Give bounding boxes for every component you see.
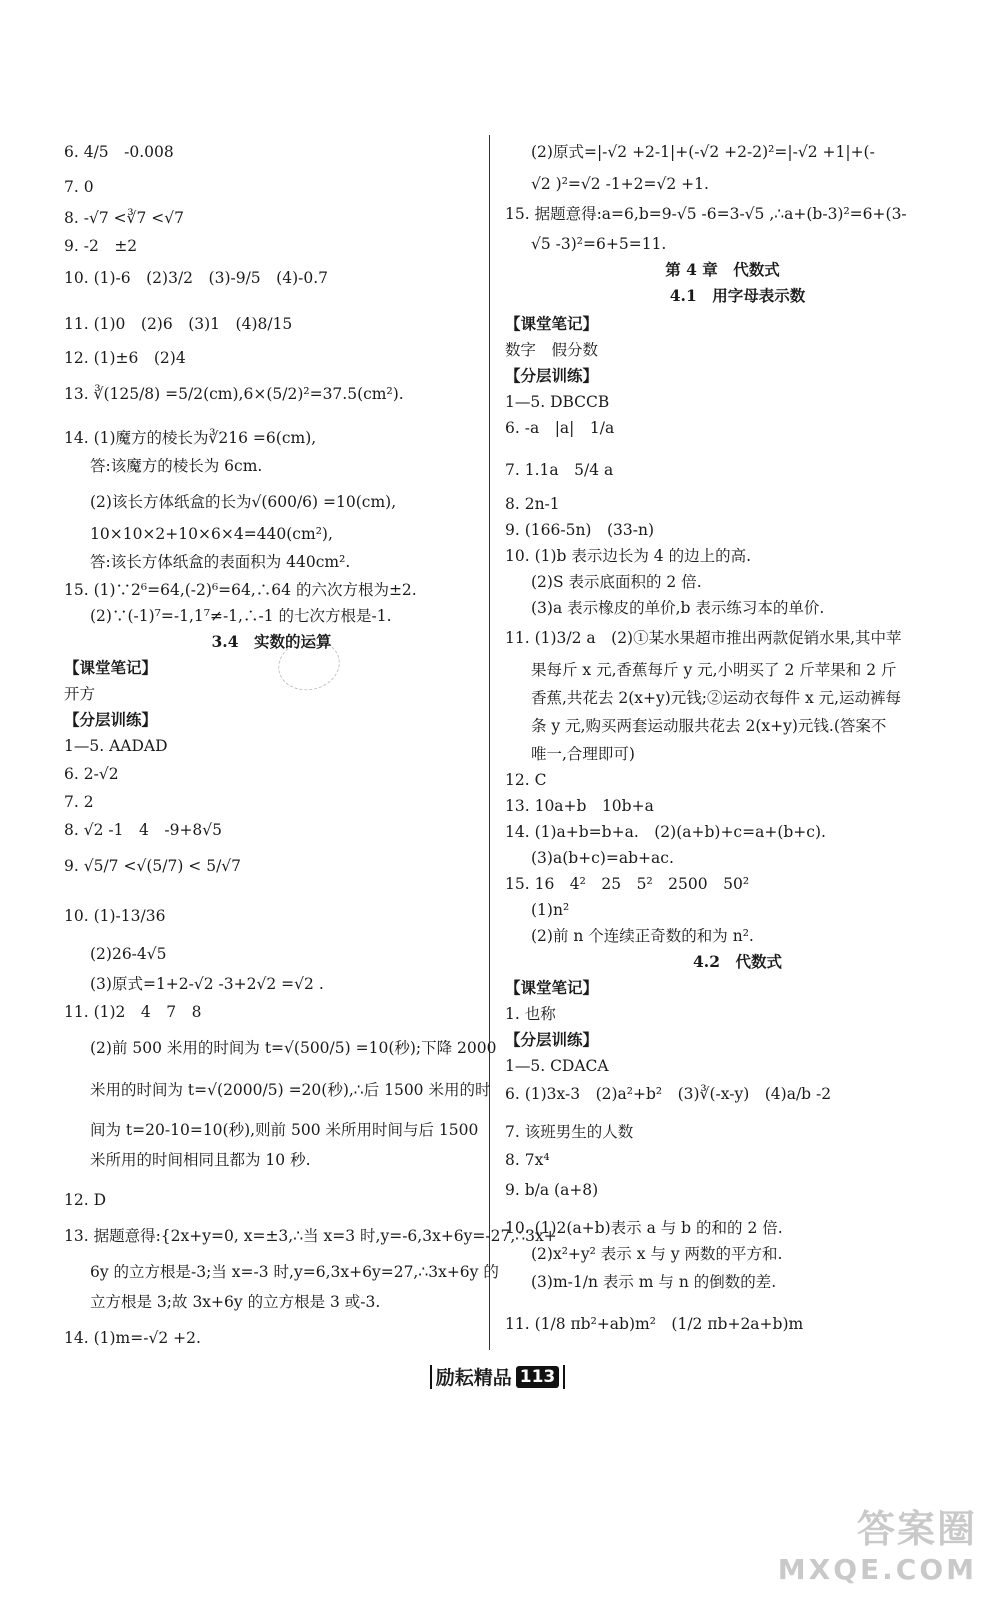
answer-line: 9. b/a (a+8) (505, 1181, 599, 1199)
answer-line: 15. (1)∵2⁶=64,(-2)⁶=64,∴64 的六次方根为±2. (64, 581, 417, 599)
answer-line: 7. 2 (64, 793, 94, 811)
column-divider (489, 135, 490, 1350)
watermark-url: MXQE.COM (777, 1553, 977, 1586)
subsection-label: 【分层训练】 (505, 1030, 599, 1049)
subsection-label: 【分层训练】 (64, 710, 158, 729)
answer-line: 12. D (64, 1191, 107, 1209)
answer-line: (3)m-1/n 表示 m 与 n 的倒数的差. (531, 1273, 777, 1291)
section-heading: 第 4 章 代数式 (665, 260, 780, 279)
answer-line: 6. 2-√2 (64, 765, 119, 783)
page-number: 113 (516, 1366, 560, 1388)
answer-line: 米所用的时间相同且都为 10 秒. (90, 1151, 311, 1169)
answer-line: √5 -3)²=6+5=11. (531, 235, 667, 253)
answer-line: (2)前 n 个连续正奇数的和为 n². (531, 927, 754, 945)
answer-line: 8. √2 -1 4 -9+8√5 (64, 821, 223, 839)
answer-line: 11. (1/8 πb²+ab)m² (1/2 πb+2a+b)m (505, 1315, 804, 1333)
answer-line: 14. (1)魔方的棱长为∛216 =6(cm), (64, 429, 317, 447)
answer-line: 6. -a |a| 1/a (505, 419, 615, 437)
answer-line: 间为 t=20-10=10(秒),则前 500 米所用时间与后 1500 (90, 1121, 479, 1139)
answer-line: 1. 也称 (505, 1005, 556, 1023)
answer-line: 7. 该班男生的人数 (505, 1123, 634, 1141)
answer-line: 10. (1)b 表示边长为 4 的边上的高. (505, 547, 752, 565)
watermark (778, 1498, 977, 1586)
answer-line: 13. 据题意得:{2x+y=0, x=±3,∴当 x=3 时,y=-6,3x+6y=-27,∴3x+ (64, 1227, 557, 1245)
section-heading: 3.4 实数的运算 (211, 632, 332, 651)
answer-line: (3)a(b+c)=ab+ac. (531, 849, 674, 867)
answer-line: 13. 10a+b 10b+a (505, 797, 654, 815)
answer-line: (2)原式=|-√2 +2-1|+(-√2 +2-2)²=|-√2 +1|+(- (531, 143, 875, 161)
answer-line: 答:该魔方的棱长为 6cm. (90, 457, 263, 475)
answer-line: 8. 7x⁴ (505, 1151, 550, 1169)
answer-line: 6. (1)3x-3 (2)a²+b² (3)∛(-x-y) (4)a/b -2 (505, 1085, 832, 1103)
answer-line: 9. √5/7 <√(5/7) < 5/√7 (64, 857, 242, 875)
answer-line: 条 y 元,购买两套运动服共花去 2(x+y)元钱.(答案不 (531, 717, 887, 735)
page-footer (0, 1363, 995, 1393)
answer-line: 8. 2n-1 (505, 495, 560, 513)
answer-line: (3)原式=1+2-√2 -3+2√2 =√2 . (90, 975, 324, 993)
answer-line: (2)26-4√5 (90, 945, 167, 963)
answer-line: (2)x²+y² 表示 x 与 y 两数的平方和. (531, 1245, 783, 1263)
subsection-label: 【课堂笔记】 (505, 978, 599, 997)
answer-line: 12. (1)±6 (2)4 (64, 349, 186, 367)
answer-line: 14. (1)a+b=b+a. (2)(a+b)+c=a+(b+c). (505, 823, 826, 841)
answer-line: 10. (1)2(a+b)表示 a 与 b 的和的 2 倍. (505, 1219, 783, 1237)
answer-line: (1)n² (531, 901, 570, 919)
subsection-label: 【分层训练】 (505, 366, 599, 385)
subsection-label: 【课堂笔记】 (505, 314, 599, 333)
answer-line: 果每斤 x 元,香蕉每斤 y 元,小明买了 2 斤苹果和 2 斤 (531, 661, 897, 679)
answer-line: 唯一,合理即可) (531, 745, 635, 763)
answer-line: 14. (1)m=-√2 +2. (64, 1329, 201, 1347)
answer-line: (2)前 500 米用的时间为 t=√(500/5) =10(秒);下降 2000 (90, 1039, 497, 1057)
answer-line: 9. -2 ±2 (64, 237, 138, 255)
answer-line: 1—5. DBCCB (505, 393, 610, 411)
answer-line: 11. (1)0 (2)6 (3)1 (4)8/15 (64, 315, 293, 333)
answer-line: (2)该长方体纸盒的长为√(600/6) =10(cm), (90, 493, 397, 511)
answer-line: 立方根是 3;故 3x+6y 的立方根是 3 或-3. (90, 1293, 381, 1311)
answer-line: 13. ∛(125/8) =5/2(cm),6×(5/2)²=37.5(cm²). (64, 385, 404, 403)
section-heading: 4.2 代数式 (693, 952, 782, 971)
answer-line: 10. (1)-6 (2)3/2 (3)-9/5 (4)-0.7 (64, 269, 329, 287)
answer-line: 米用的时间为 t=√(2000/5) =20(秒),∴后 1500 米用的时 (90, 1081, 491, 1099)
answer-line: 10. (1)-13/36 (64, 907, 166, 925)
answer-line: 香蕉,共花去 2(x+y)元钱;②运动衣每件 x 元,运动裤每 (531, 689, 902, 707)
answer-line: 6. 4/5 -0.008 (64, 143, 174, 161)
footer-bar-right (563, 1365, 565, 1389)
answer-line: 15. 16 4² 25 5² 2500 50² (505, 875, 750, 893)
answer-line: (2)S 表示底面积的 2 倍. (531, 573, 702, 591)
footer-brand: 励耘精品 (435, 1367, 512, 1389)
answer-line: 1—5. AADAD (64, 737, 168, 755)
answer-line: 7. 0 (64, 178, 94, 196)
answer-line: 数字 假分数 (505, 341, 599, 359)
watermark-title: 答案圈 (856, 1507, 977, 1551)
answer-line: 10×10×2+10×6×4=440(cm²), (90, 525, 333, 543)
answer-line: (3)a 表示橡皮的单价,b 表示练习本的单价. (531, 599, 825, 617)
answer-line: √2 )²=√2 -1+2=√2 +1. (531, 175, 709, 193)
section-heading: 4.1 用字母表示数 (669, 286, 806, 305)
answer-line: 1—5. CDACA (505, 1057, 609, 1075)
answer-line: 11. (1)2 4 7 8 (64, 1003, 202, 1021)
answer-line: 11. (1)3/2 a (2)①某水果超市推出两款促销水果,其中苹 (505, 629, 902, 647)
answer-line: 6y 的立方根是-3;当 x=-3 时,y=6,3x+6y=27,∴3x+6y 的 (90, 1263, 499, 1281)
answer-line: (2)∵(-1)⁷=-1,1⁷≠-1,∴-1 的七次方根是-1. (90, 607, 392, 625)
answer-line: 9. (166-5n) (33-n) (505, 521, 655, 539)
answer-line: 8. -√7 <∛7 <√7 (64, 209, 184, 227)
answer-line: 7. 1.1a 5/4 a (505, 461, 614, 479)
answer-line: 答:该长方体纸盒的表面积为 440cm². (90, 553, 351, 571)
footer-bar-left (430, 1365, 432, 1389)
answer-line: 开方 (64, 685, 96, 703)
answer-line: 12. C (505, 771, 547, 789)
answer-line: 15. 据题意得:a=6,b=9-√5 -6=3-√5 ,∴a+(b-3)²=6+(3- (505, 205, 907, 223)
subsection-label: 【课堂笔记】 (64, 658, 158, 677)
